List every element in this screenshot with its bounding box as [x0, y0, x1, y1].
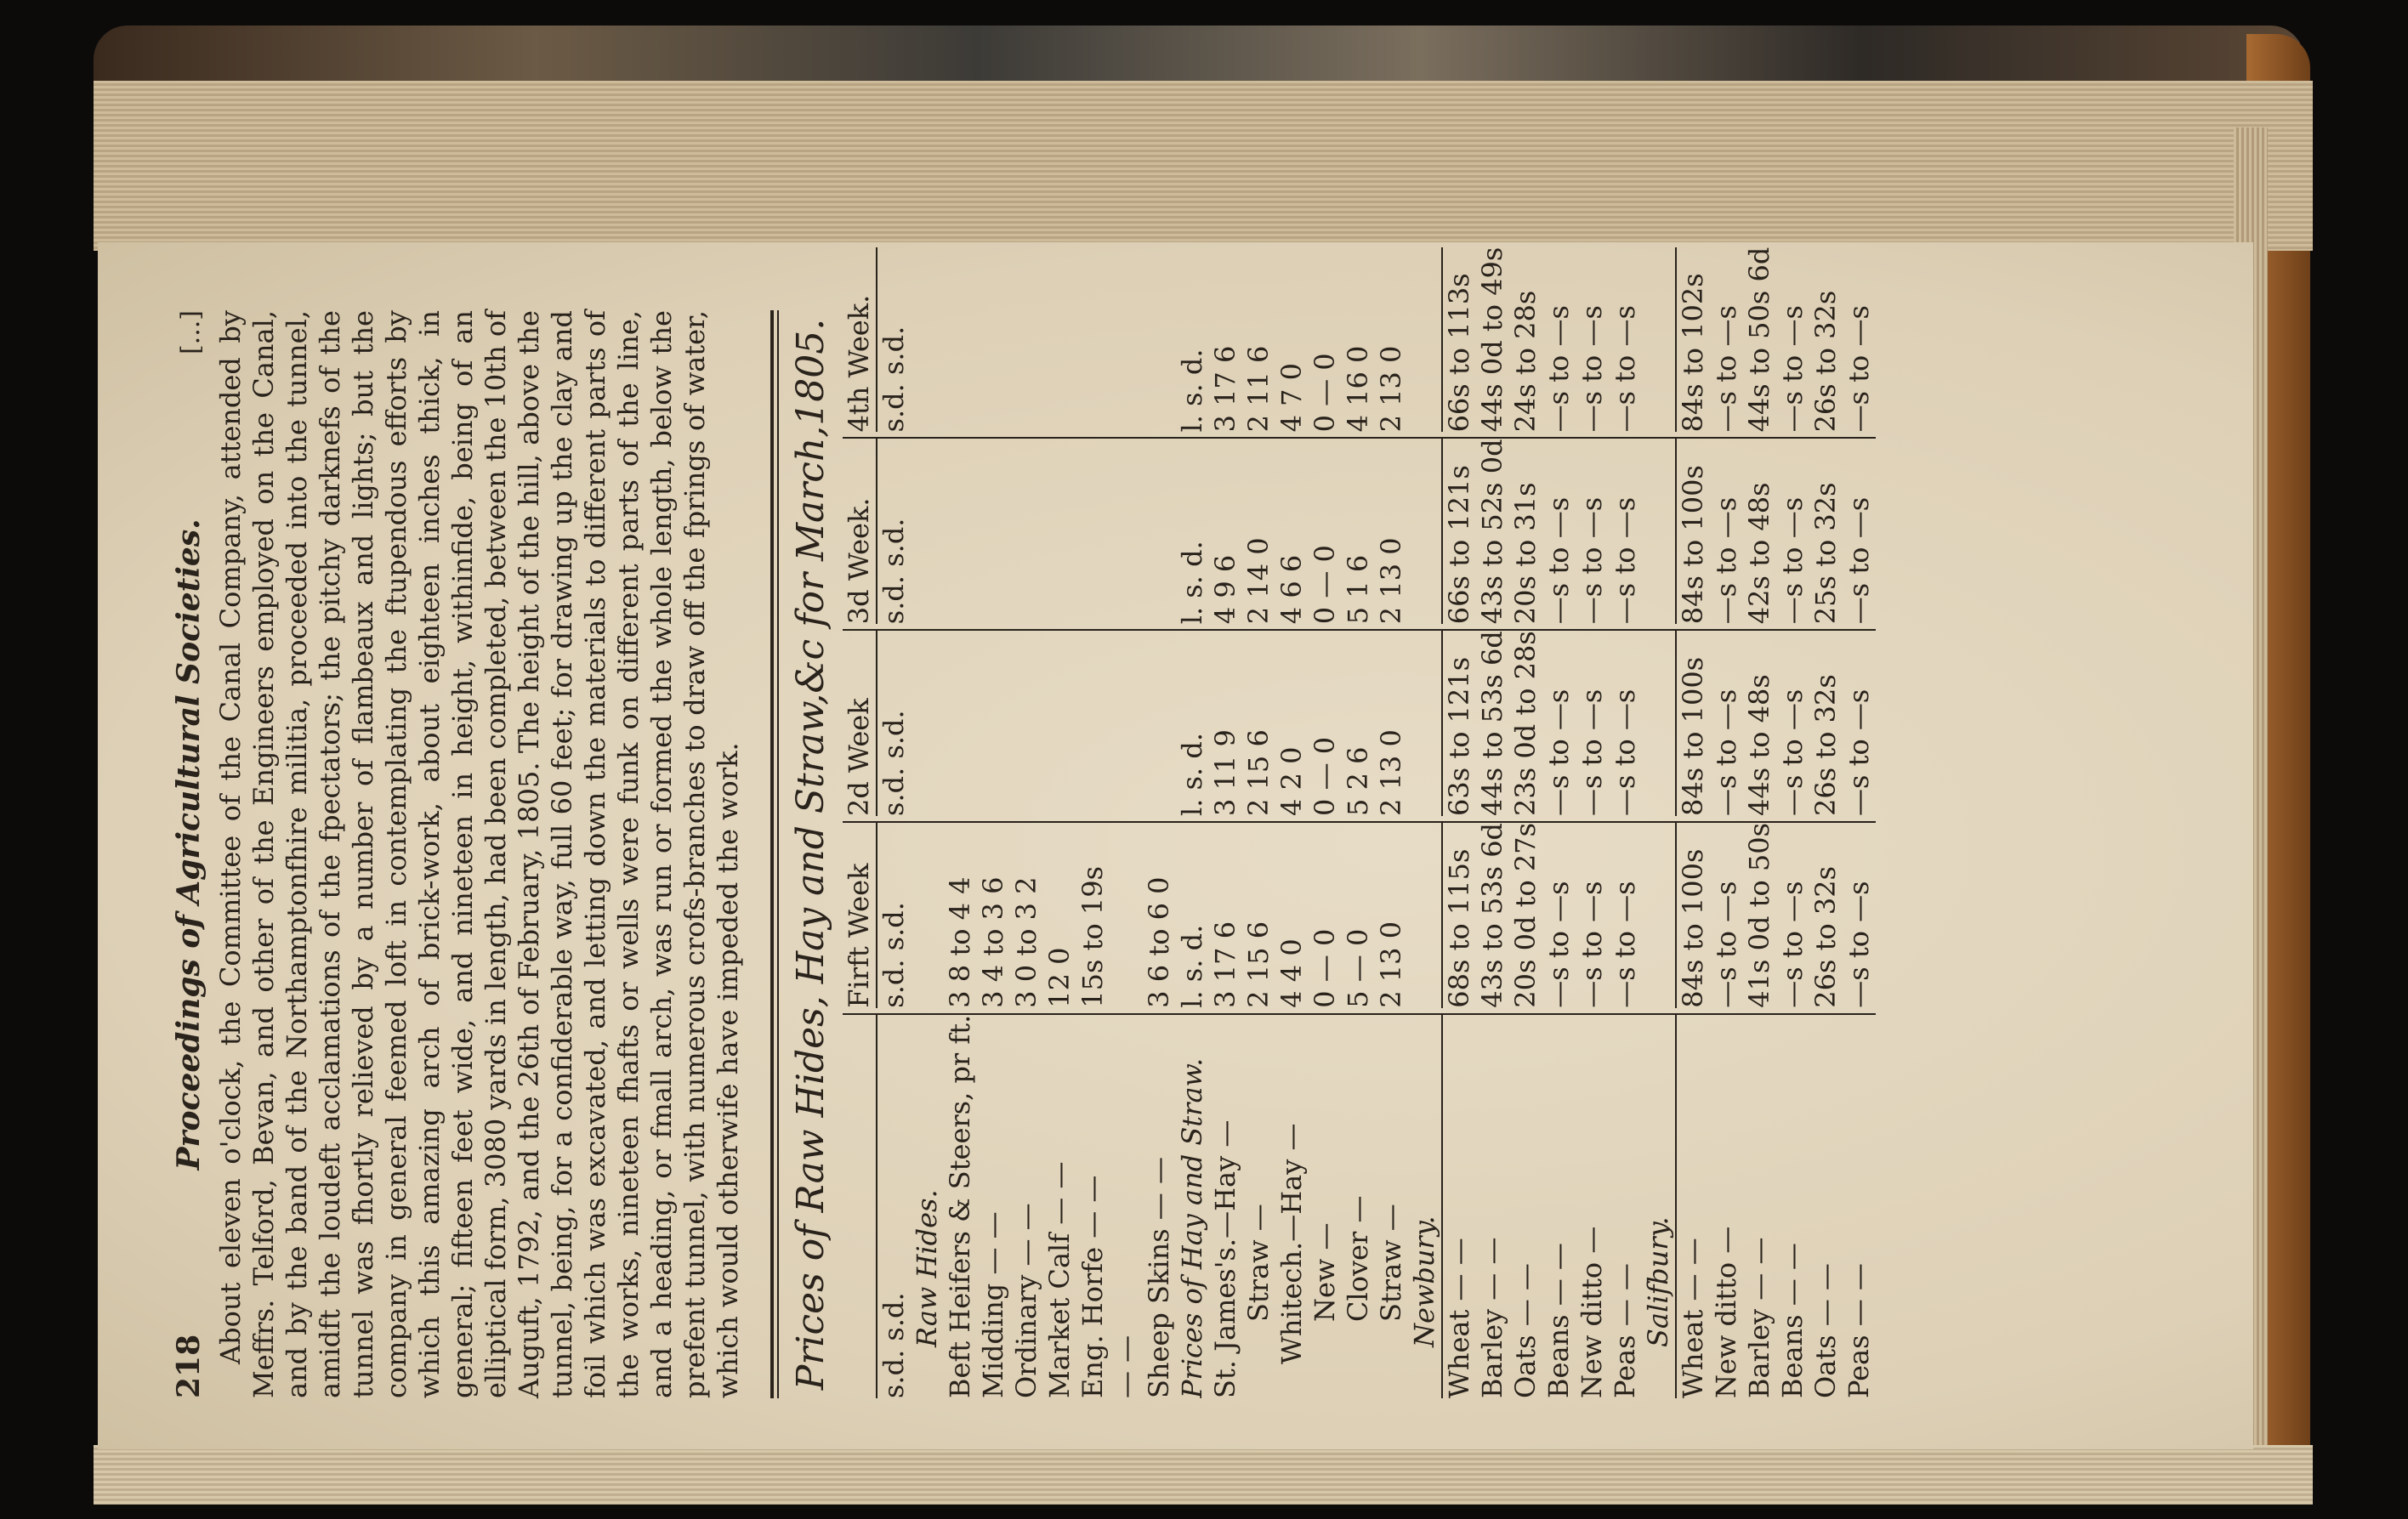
row-label: Peas — —: [1609, 1263, 1641, 1398]
row-label: Oats — —: [1509, 1263, 1542, 1398]
table-cell: 2 15 6: [1242, 729, 1275, 816]
table-cell: [1642, 823, 1675, 1008]
table-cell: —s to —s: [1710, 689, 1742, 816]
row-label: — —: [1110, 1335, 1142, 1398]
table-cell: —s to —s: [1843, 689, 1875, 816]
table-cell: [977, 631, 1010, 816]
table-cell: —s to —s: [1609, 689, 1641, 816]
table-cell: [1076, 631, 1110, 816]
row-label: Newbury.: [1408, 1216, 1440, 1347]
table-cell: —s to —s: [1542, 305, 1575, 433]
table-cell: 25s to 32s: [1809, 482, 1842, 625]
row-label: Beans — —: [1776, 1243, 1809, 1398]
table-cell: 41s 0d to 50s: [1743, 822, 1775, 1008]
table-cell: —s to —s: [1843, 881, 1875, 1008]
table-cell: 2 11 6: [1242, 345, 1275, 433]
week-columns: [843, 247, 1876, 1015]
column-header: 3d Week.: [843, 439, 877, 624]
table-cell: [911, 439, 944, 624]
table-cell: [944, 631, 977, 816]
table-title: Prices of Raw Hides, Hay and Straw,&c for March,1805.: [789, 318, 832, 1391]
table-cell: [977, 439, 1010, 624]
divider-rule-thin: [777, 310, 779, 1398]
row-label: Straw —: [1375, 1204, 1407, 1322]
table-cell: 5 2 6: [1342, 746, 1374, 816]
page-edges: [94, 81, 2313, 251]
row-label: Beft Heifers & Steers, pr ft.: [944, 1014, 976, 1398]
table-cell: 5 — 0: [1342, 928, 1374, 1008]
table-cell: [1010, 247, 1043, 433]
table-cell: —s to —s: [1542, 496, 1575, 625]
table-cell: —s to —s: [1576, 496, 1608, 625]
table-cell: —s to —s: [1710, 881, 1742, 1008]
table-cell: 44s to 53s 6d: [1476, 631, 1508, 816]
table-cell: 44s 0d to 49s: [1476, 247, 1508, 433]
table-cell: 12 0: [1043, 947, 1076, 1008]
table-cell: 3 8 to 4 4: [944, 876, 976, 1008]
week-column: [843, 821, 1876, 1013]
table-cell: [1143, 247, 1176, 433]
table-cell: 4 2 0: [1275, 746, 1308, 816]
table-cell: 4 9 6: [1209, 554, 1241, 625]
table-cell: [1408, 247, 1441, 433]
book-page: [98, 242, 2253, 1449]
table-cell: —s to —s: [1776, 305, 1809, 433]
column-header: 2d Week: [843, 631, 877, 816]
divider-rule: [770, 310, 774, 1398]
table-cell: 20s to 31s: [1509, 482, 1542, 625]
table-cell: 3 17 6: [1209, 345, 1241, 433]
table-cell: [911, 823, 944, 1008]
table-cell: 42s to 48s: [1743, 482, 1775, 625]
table-cell: 2 14 0: [1242, 537, 1275, 625]
table-cell: [1076, 439, 1110, 624]
table-cell: 3 6 to 6 0: [1143, 876, 1175, 1008]
table-cell: —s to —s: [1710, 496, 1742, 625]
table-cell: [1110, 247, 1143, 433]
table-cell: 2 13 0: [1375, 345, 1407, 433]
table-cell: 2 13 0: [1375, 537, 1407, 625]
table-cell: [944, 439, 977, 624]
table-cell: l. s. d.: [1176, 541, 1208, 625]
table-cell: [1408, 823, 1441, 1008]
table-cell: 84s to 100s: [1675, 439, 1710, 624]
table-cell: —s to —s: [1609, 881, 1641, 1008]
table-cell: 4 4 0: [1275, 938, 1308, 1008]
table-cell: 0 — 0: [1309, 545, 1341, 625]
table-cell: 66s to 121s: [1441, 439, 1476, 624]
table-cell: [1043, 631, 1076, 816]
table-cell: 4 6 6: [1275, 554, 1308, 625]
table-cell: [1408, 439, 1441, 624]
table-cell: s.d. s.d.: [877, 326, 910, 433]
table-cell: 84s to 102s: [1675, 247, 1710, 433]
row-label: Oats — —: [1809, 1263, 1842, 1398]
table-cell: [1010, 439, 1043, 624]
running-title: Proceedings of Agricultural Societies.: [171, 519, 207, 1170]
table-cell: [1642, 631, 1675, 816]
table-cell: —s to —s: [1542, 881, 1575, 1008]
row-label: Ordinary — —: [1010, 1203, 1042, 1398]
table-cell: [1408, 631, 1441, 816]
table-cell: 3 0 to 3 2: [1010, 876, 1042, 1008]
page-number: 218: [171, 1334, 207, 1398]
table-cell: 44s to 48s: [1743, 674, 1775, 816]
signature-mark: [...]: [176, 310, 206, 355]
row-label: Peas — —: [1843, 1263, 1875, 1398]
table-cell: —s to —s: [1710, 305, 1742, 433]
table-cell: [1076, 247, 1110, 433]
table-cell: 2 13 0: [1375, 921, 1407, 1008]
price-table: [843, 247, 1876, 1398]
table-cell: 0 — 0: [1309, 928, 1341, 1008]
table-cell: l. s. d.: [1176, 349, 1208, 433]
table-cell: [977, 247, 1010, 433]
row-label: Sheep Skins — —: [1143, 1157, 1175, 1398]
table-cell: 4 16 0: [1342, 345, 1374, 433]
table-cell: 3 4 to 3 6: [977, 876, 1009, 1008]
rotated-text-block: [156, 247, 2230, 1432]
table-cell: 26s to 32s: [1809, 674, 1842, 816]
row-label: Prices of Hay and Straw.: [1176, 1057, 1208, 1398]
table-cell: [1043, 247, 1076, 433]
table-cell: [1143, 631, 1176, 816]
table-cell: —s to —s: [1776, 689, 1809, 816]
row-label: Market Calf — —: [1043, 1161, 1076, 1398]
row-label: Barley — —: [1476, 1237, 1508, 1398]
row-label: Eng. Horfe — —: [1076, 1175, 1109, 1398]
table-cell: [911, 247, 944, 433]
table-cell: s.d. s.d.: [877, 902, 910, 1008]
running-head: [173, 310, 207, 1398]
week-column: [843, 247, 1876, 438]
table-cell: 0 — 0: [1309, 353, 1341, 433]
column-header: 4th Week.: [843, 247, 877, 433]
table-cell: [1143, 439, 1176, 624]
week-column: [843, 437, 1876, 629]
table-cell: 43s to 53s 6d: [1476, 822, 1508, 1008]
table-cell: 20s 0d to 27s: [1509, 822, 1542, 1008]
table-cell: 15s to 19s: [1076, 865, 1109, 1008]
table-cell: 4 7 0: [1275, 363, 1308, 433]
table-cell: 3 17 6: [1209, 921, 1241, 1008]
table-cell: 26s to 32s: [1809, 290, 1842, 433]
table-cell: —s to —s: [1776, 496, 1809, 625]
table-cell: 2 13 0: [1375, 729, 1407, 816]
row-label: New ditto —: [1710, 1226, 1742, 1398]
row-label: Wheat — —: [1675, 1015, 1710, 1398]
table-cell: l. s. d.: [1176, 924, 1208, 1008]
table-cell: s.d. s.d.: [877, 518, 910, 625]
table-cell: 26s to 32s: [1809, 865, 1842, 1008]
table-cell: —s to —s: [1776, 881, 1809, 1008]
row-label: Barley — —: [1743, 1237, 1775, 1398]
row-label: Wheat — —: [1441, 1015, 1476, 1398]
table-cell: —s to —s: [1843, 496, 1875, 625]
table-cell: [1043, 439, 1076, 624]
table-cell: [1110, 439, 1143, 624]
table-cell: [944, 247, 977, 433]
label-header: [843, 1015, 877, 1398]
table-cell: 84s to 100s: [1675, 823, 1710, 1008]
table-cell: 2 15 6: [1242, 921, 1275, 1008]
row-labels: [843, 1015, 1876, 1398]
table-cell: s.d. s.d.: [877, 710, 910, 816]
table-cell: 0 — 0: [1309, 736, 1341, 816]
row-label: New ditto —: [1576, 1226, 1608, 1398]
body-paragraph: About eleven o'clock, the Committee of the Canal Company, attended by Meffrs. Telford, Bevan, and other of the Engineers employed on the Canal, and by the band of the Northamptonfhire militia, proceeded into the tunnel, amidft the loudeft acclamations of the fpectators; the pitchy darknefs of the tunnel was fhortly relieved by a number of flambeaux and lights; but the company in general feemed loft in contemplating the ftupendous efforts by which this amazing arch of brick-work, about eighteen inches thick, in general; fifteen feet wide, and nineteen in height, withinfide, being of an elliptical form, 3080 yards in length, had been completed, between the 10th of Auguft, 1792, and the 26th of February, 1805. The height of the hill, above the tunnel, being, for a confiderable way, full 60 feet; for drawing up the clay and foil which was excavated, and letting down the materials to different parts of the works, nineteen fhafts or wells were funk on different parts of the line, and a heading, or fmall arch, was run or formed the whole length, below the prefent tunnel, with numerous crofs-branches to draw off the fprings of water, which would otherwife have impeded the work.: [214, 310, 744, 1398]
table-cell: 23s 0d to 28s: [1509, 631, 1542, 816]
row-label: New —: [1309, 1222, 1341, 1322]
table-cell: 5 1 6: [1342, 554, 1374, 625]
week-column: [843, 629, 1876, 821]
table-cell: [1642, 247, 1675, 433]
table-cell: —s to —s: [1843, 305, 1875, 433]
table-cell: 43s to 52s 0d: [1476, 439, 1508, 625]
table-cell: —s to —s: [1576, 305, 1608, 433]
row-label: s.d. s.d.: [877, 1292, 910, 1398]
table-cell: [911, 631, 944, 816]
row-label: Beans — —: [1542, 1243, 1575, 1398]
table-cell: [1110, 631, 1143, 816]
table-cell: [1110, 823, 1143, 1008]
table-cell: —s to —s: [1609, 496, 1641, 625]
table-cell: 63s to 121s: [1441, 631, 1476, 816]
table-cell: 24s to 28s: [1509, 290, 1542, 433]
row-label: Clover —: [1342, 1195, 1374, 1322]
table-cell: [1642, 439, 1675, 624]
table-cell: l. s. d.: [1176, 732, 1208, 816]
row-label: Salifbury.: [1642, 1216, 1674, 1347]
table-cell: —s to —s: [1576, 689, 1608, 816]
table-cell: 3 11 9: [1209, 729, 1241, 816]
table-cell: 66s to 113s: [1441, 247, 1476, 433]
row-label: Raw Hides.: [911, 1189, 943, 1347]
page-bottom-edge: [94, 1445, 2313, 1505]
row-label: St. James's.—Hay —: [1209, 1119, 1241, 1398]
column-header: Firft Week: [843, 823, 877, 1008]
table-cell: —s to —s: [1542, 689, 1575, 816]
table-cell: —s to —s: [1576, 881, 1608, 1008]
table-cell: —s to —s: [1609, 305, 1641, 433]
row-label: Whitech.—Hay —: [1275, 1123, 1308, 1364]
table-cell: [1010, 631, 1043, 816]
table-cell: 84s to 100s: [1675, 631, 1710, 816]
table-cell: 44s to 50s 6d: [1743, 247, 1775, 433]
table-cell: 68s to 115s: [1441, 823, 1476, 1008]
row-label: Midding — —: [977, 1211, 1009, 1398]
row-label: Straw —: [1242, 1204, 1275, 1322]
